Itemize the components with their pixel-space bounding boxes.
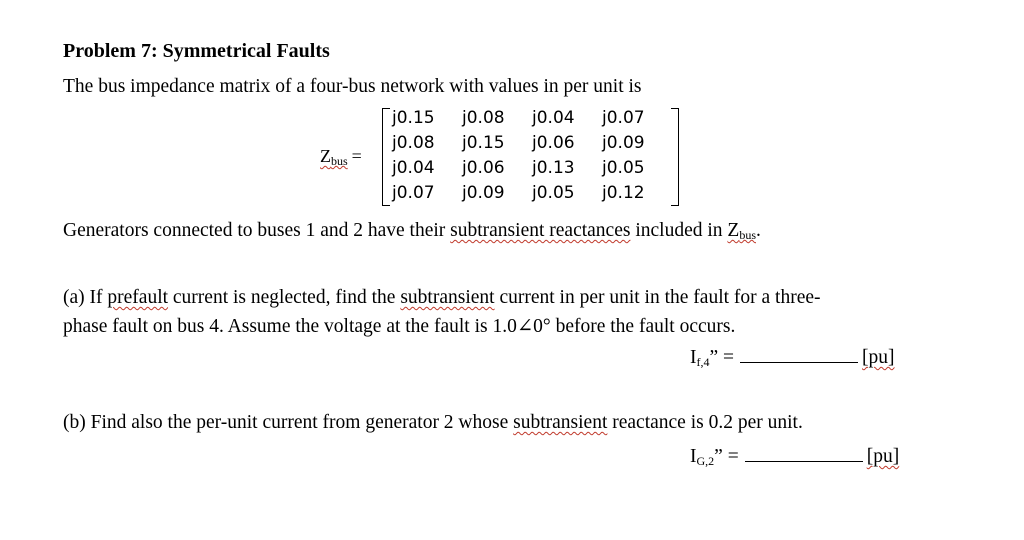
matrix-cell-r3-c4: j0.05: [602, 158, 645, 178]
matrix-cell-r4-c3: j0.05: [532, 183, 575, 203]
matrix-cell-r2-c2: j0.15: [462, 133, 505, 153]
part-a-line-1: (a) If prefault current is neglected, find the subtransient current in per unit in the fault for a three-: [63, 287, 821, 308]
intro-text: The bus impedance matrix of a four-bus network with values in per unit is: [63, 76, 642, 97]
generators-text: Generators connected to buses 1 and 2 have their subtransient reactances included in $Z_{bus}$.: [63, 220, 761, 242]
matrix-cell-r4-c2: j0.09: [462, 183, 505, 203]
matrix-cell-r1-c1: j0.15: [392, 108, 435, 128]
part-a-answer-blank[interactable]: [740, 346, 858, 363]
matrix-cell-r1-c3: j0.04: [532, 108, 575, 128]
matrix-cell-r2-c4: j0.09: [602, 133, 645, 153]
matrix-cell-r4-c4: j0.12: [602, 183, 645, 203]
matrix-cell-r1-c4: j0.07: [602, 108, 645, 128]
matrix-right-bracket: [671, 108, 679, 206]
part-a-line-2: phase fault on bus 4. Assume the voltage at the fault is 1.0∠0° before the fault occurs.: [63, 316, 736, 337]
matrix-cell-r4-c1: j0.07: [392, 183, 435, 203]
matrix-cell-r3-c3: j0.13: [532, 158, 575, 178]
part-b-answer: $I_{G,2}$” = [pu]: [690, 446, 900, 468]
matrix-cell-r1-c2: j0.08: [462, 108, 505, 128]
matrix-cell-r2-c3: j0.06: [532, 133, 575, 153]
problem-title: Problem 7: Symmetrical Faults: [63, 40, 330, 62]
part-b-answer-blank[interactable]: [745, 445, 863, 462]
zbus-label: $Z_{bus}$ =: [320, 146, 362, 168]
matrix-cell-r3-c1: j0.04: [392, 158, 435, 178]
matrix-cell-r2-c1: j0.08: [392, 133, 435, 153]
part-b-line: (b) Find also the per-unit current from generator 2 whose subtransient reactance is 0.2 per unit.: [63, 412, 803, 433]
matrix-left-bracket: [382, 108, 390, 206]
matrix-grid: [392, 106, 672, 206]
part-a-answer: $I_{f,4}$” = [pu]: [690, 347, 895, 369]
matrix-cell-r3-c2: j0.06: [462, 158, 505, 178]
